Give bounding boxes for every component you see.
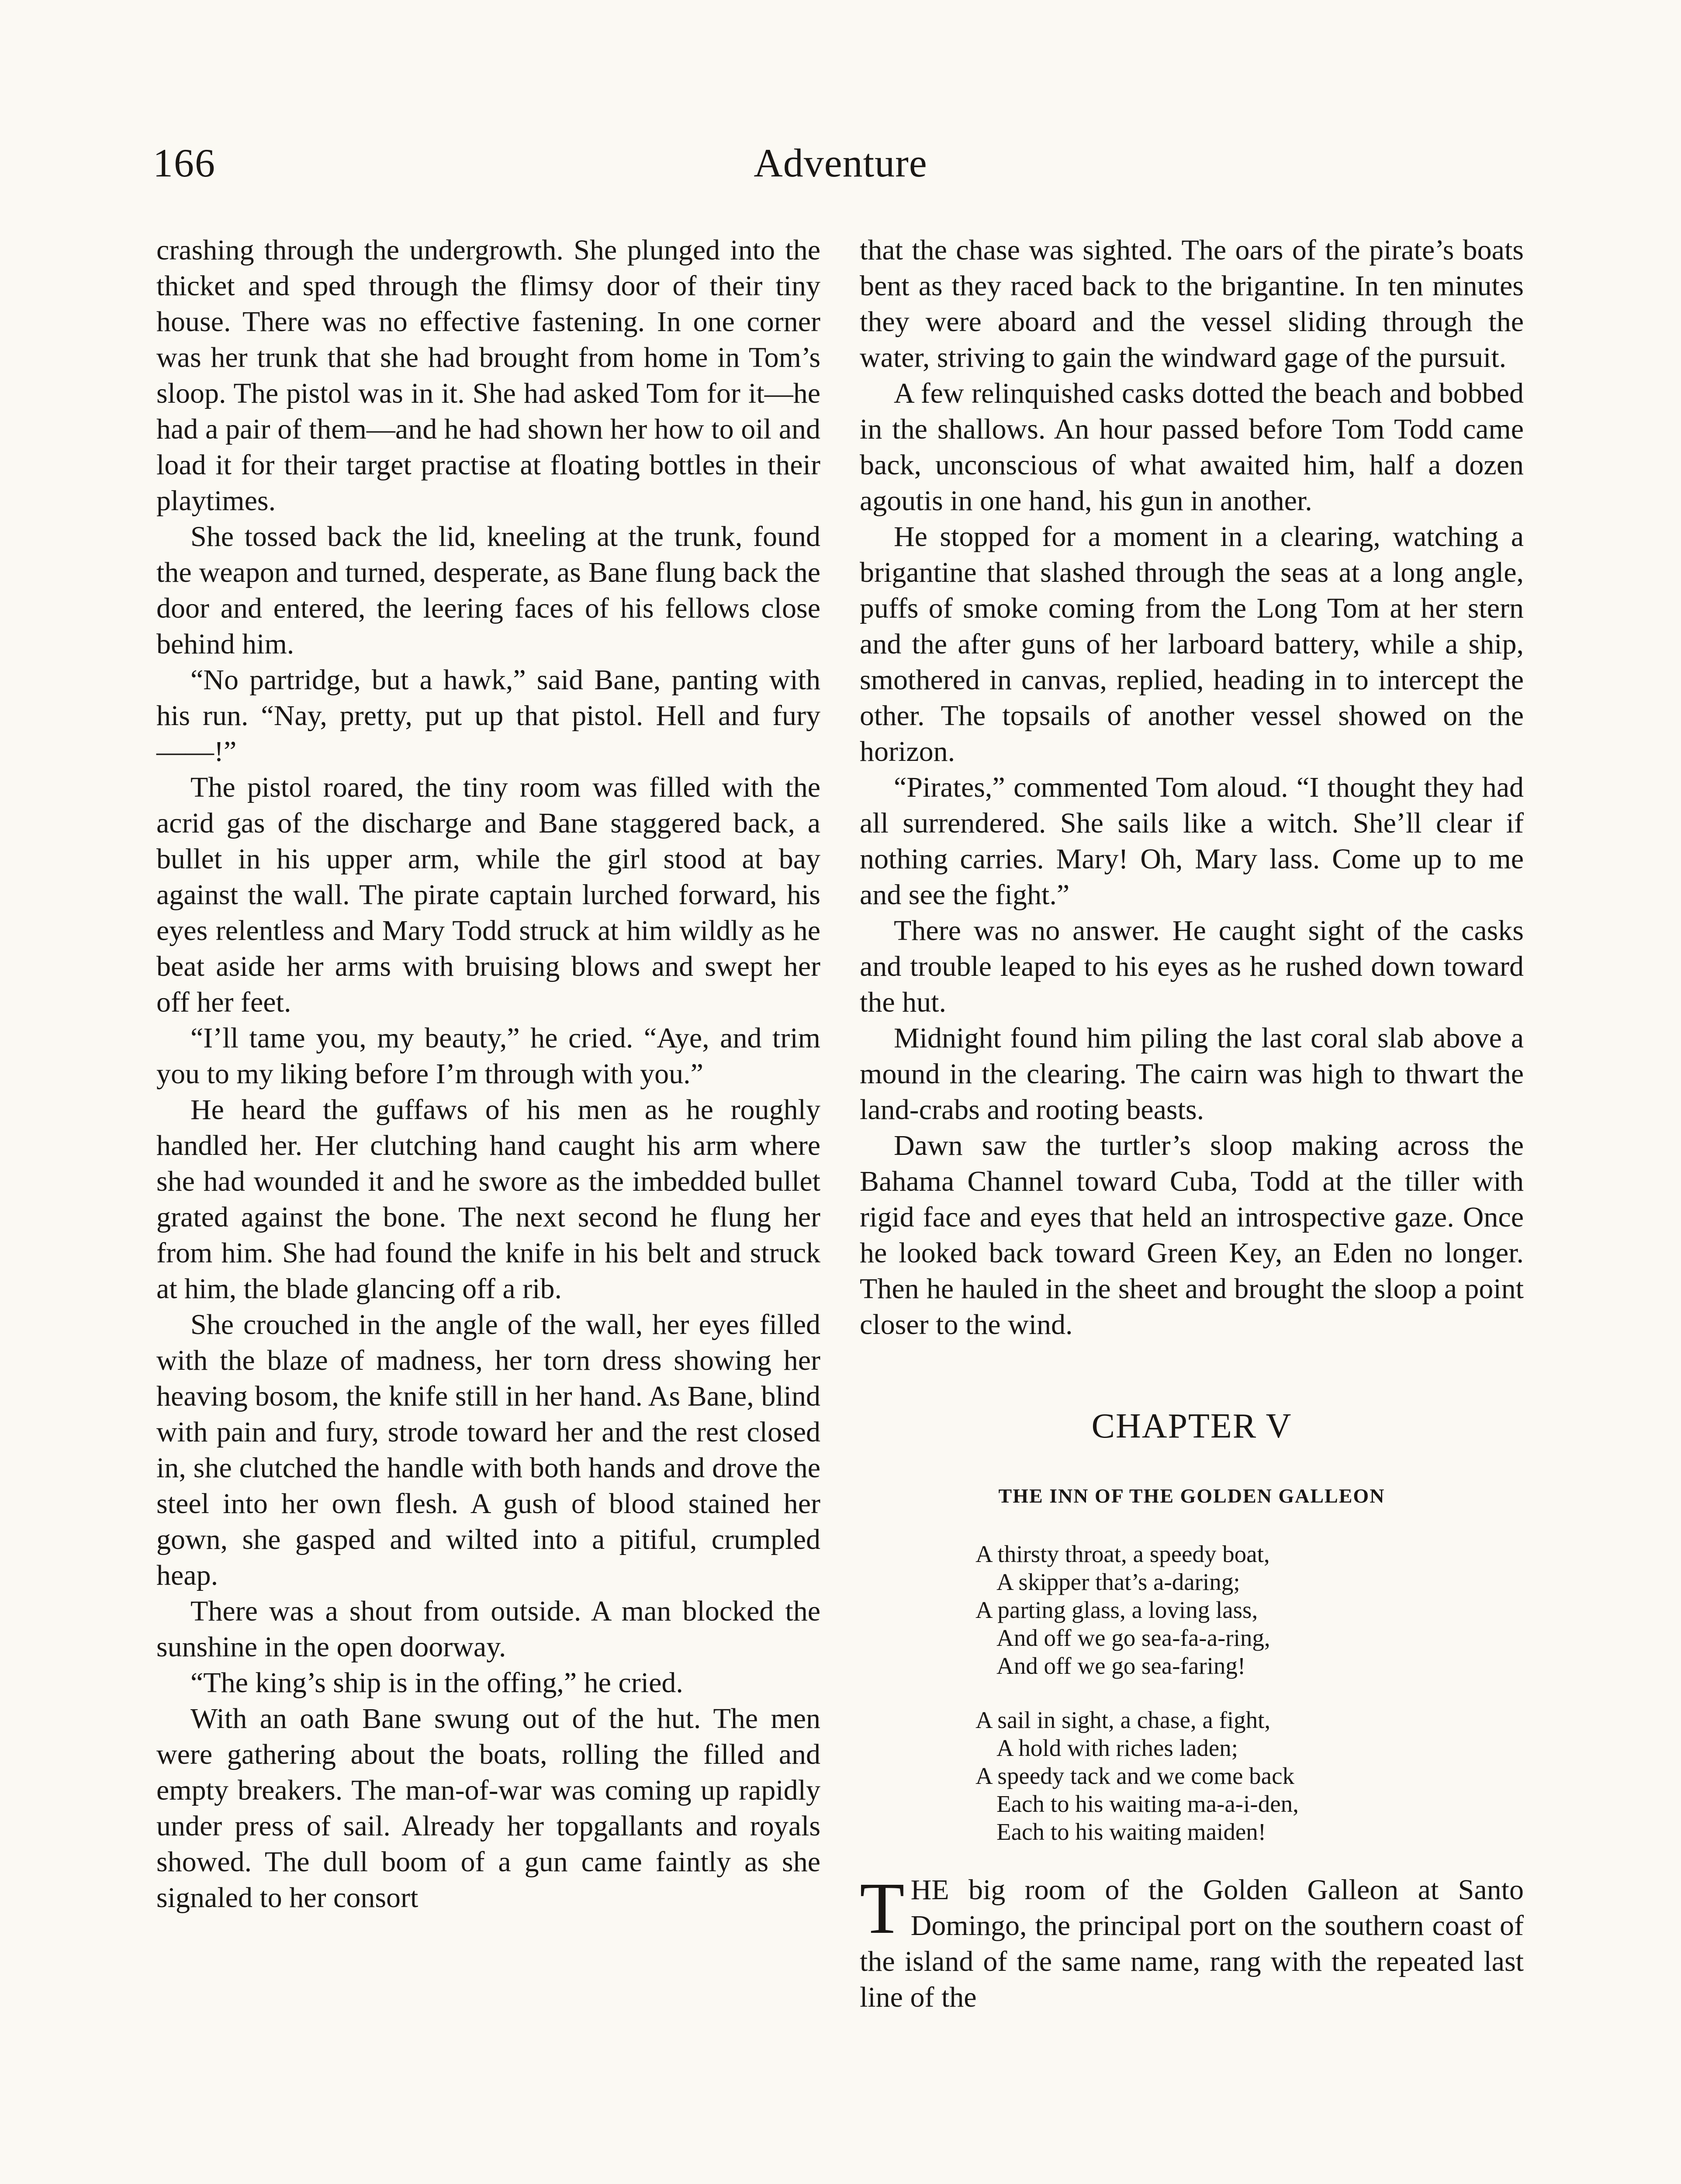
paragraph: “I’ll tame you, my beauty,” he cried. “Aye, and trim you to my liking before I’m through with you.” [156, 1022, 820, 1090]
page-number: 166 [153, 141, 216, 185]
poem-line: A parting glass, a loving lass, [975, 1597, 1258, 1623]
chapter-opening-paragraph [860, 1868, 1524, 2015]
poem-line: Each to his waiting ma-a-i-den, [996, 1790, 1299, 1817]
paragraph: “Pirates,” commented Tom aloud. “I thought they had all surrendered. She sails like a witch. She’ll clear if nothing carries. Mary! Oh, Mary lass. Come up to me and see the fight.” [860, 771, 1524, 911]
paragraph: “No partridge, but a hawk,” said Bane, panting with his run. “Nay, pretty, put up that pistol. Hell and fury——!” [156, 664, 820, 767]
poem-line: A skipper that’s a-daring; [996, 1569, 1240, 1595]
paragraph: “The king’s ship is in the offing,” he cried. [190, 1667, 683, 1699]
paragraph: She crouched in the angle of the wall, her eyes filled with the blaze of madness, her torn dress showing her heaving bosom, the knife still in her hand. As Bane, blind with pain and fury, strode toward her and the rest closed in, she clutched the handle with both hands and drove the steel into her own flesh. A gush of blood stained her gown, she gasped and wilted into a pitiful, crumpled heap. [156, 1309, 820, 1591]
paragraph: He stopped for a moment in a clearing, watching a brigantine that slashed through the seas at a long angle, puffs of smoke coming from the Long Tom at her stern and the after guns of her larboard battery, while a ship, smothered in canvas, replied, heading in to intercept the other. The topsails of another vessel showed on the horizon. [860, 521, 1524, 767]
right-column [860, 232, 1524, 2015]
paragraph: He heard the guffaws of his men as he roughly handled her. Her clutching hand caught his arm where she had wounded it and he swore as the imbedded bullet grated against the bone. The next second he flung her from him. She had found the knife in his belt and struck at him, the blade glancing off a rib. [156, 1094, 820, 1305]
paragraph: With an oath Bane swung out of the hut. The men were gathering about the boats, rolling the filled and empty breakers. The man-of-war was coming up rapidly under press of sail. Already her topgallants and royals showed. The dull boom of a gun came faintly as she signaled to her consort [156, 1703, 820, 1914]
poem-line: Each to his waiting maiden! [996, 1818, 1266, 1845]
poem-line: And off we go sea-fa-a-ring, [996, 1624, 1270, 1651]
paragraph: She tossed back the lid, kneeling at the trunk, found the weapon and turned, desperate, as Bane flung back the door and entered, the leering faces of his fellows close behind him. [156, 521, 820, 660]
drop-cap: T [860, 1868, 905, 1949]
running-title: Adventure [754, 141, 927, 185]
opening-text: HE big room of the Golden Galleon at Santo Domingo, the principal port on the southern coast of the island of the same name, rang with the repeated last line of the [860, 1874, 1524, 2013]
paragraph: The pistol roared, the tiny room was filled with the acrid gas of the discharge and Bane staggered back, a bullet in his upper arm, while the girl stood at bay against the wall. The pirate captain lurched forward, his eyes relentless and Mary Todd struck at him wildly as he beat aside her arms with bruising blows and swept her off her feet. [156, 771, 820, 1018]
paragraph: crashing through the undergrowth. She plunged into the thicket and sped through the flimsy door of their tiny house. There was no effective fastening. In one corner was her trunk that she had brought from home in Tom’s sloop. The pistol was in it. She had asked Tom for it—he had a pair of them—and he had shown her how to oil and load it for their target practise at floating bottles in their playtimes. [156, 234, 820, 517]
paragraph: Midnight found him piling the last coral slab above a mound in the clearing. The cairn was high to thwart the land-crabs and rooting beasts. [860, 1022, 1524, 1126]
epigraph-poem [975, 1540, 1524, 1846]
paragraph: that the chase was sighted. The oars of the pirate’s boats bent as they raced back to the brigantine. In ten minutes they were aboard and the vessel sliding through the water, striving to gain the windward gage of the pursuit. [860, 234, 1524, 373]
poem-line: A sail in sight, a chase, a fight, [975, 1707, 1271, 1733]
poem-line: A speedy tack and we come back [975, 1762, 1294, 1789]
chapter-subtitle: THE INN OF THE GOLDEN GALLEON [998, 1485, 1385, 1507]
chapter-heading: CHAPTER V [1091, 1407, 1292, 1445]
paragraph: A few relinquished casks dotted the beach and bobbed in the shallows. An hour passed before Tom Todd came back, unconscious of what awaited him, half a dozen agoutis in one hand, his gun in another. [860, 377, 1524, 517]
paragraph: Dawn saw the turtler’s sloop making across the Bahama Channel toward Cuba, Todd at the tiller with rigid face and eyes that held an introspective gaze. Once he looked back toward Green Key, an Eden no longer. Then he hauled in the sheet and brought the sloop a point closer to the wind. [860, 1130, 1524, 1341]
poem-stanza [975, 1706, 1524, 1846]
poem-line: And off we go sea-faring! [996, 1652, 1246, 1679]
paragraph: There was a shout from outside. A man blocked the sunshine in the open doorway. [156, 1595, 820, 1663]
poem-line: A thirsty throat, a speedy boat, [975, 1541, 1270, 1567]
poem-stanza [975, 1540, 1524, 1680]
left-column [156, 232, 820, 1916]
paragraph: There was no answer. He caught sight of the casks and trouble leaped to his eyes as he rushed down toward the hut. [860, 915, 1524, 1018]
poem-line: A hold with riches laden; [996, 1735, 1238, 1761]
